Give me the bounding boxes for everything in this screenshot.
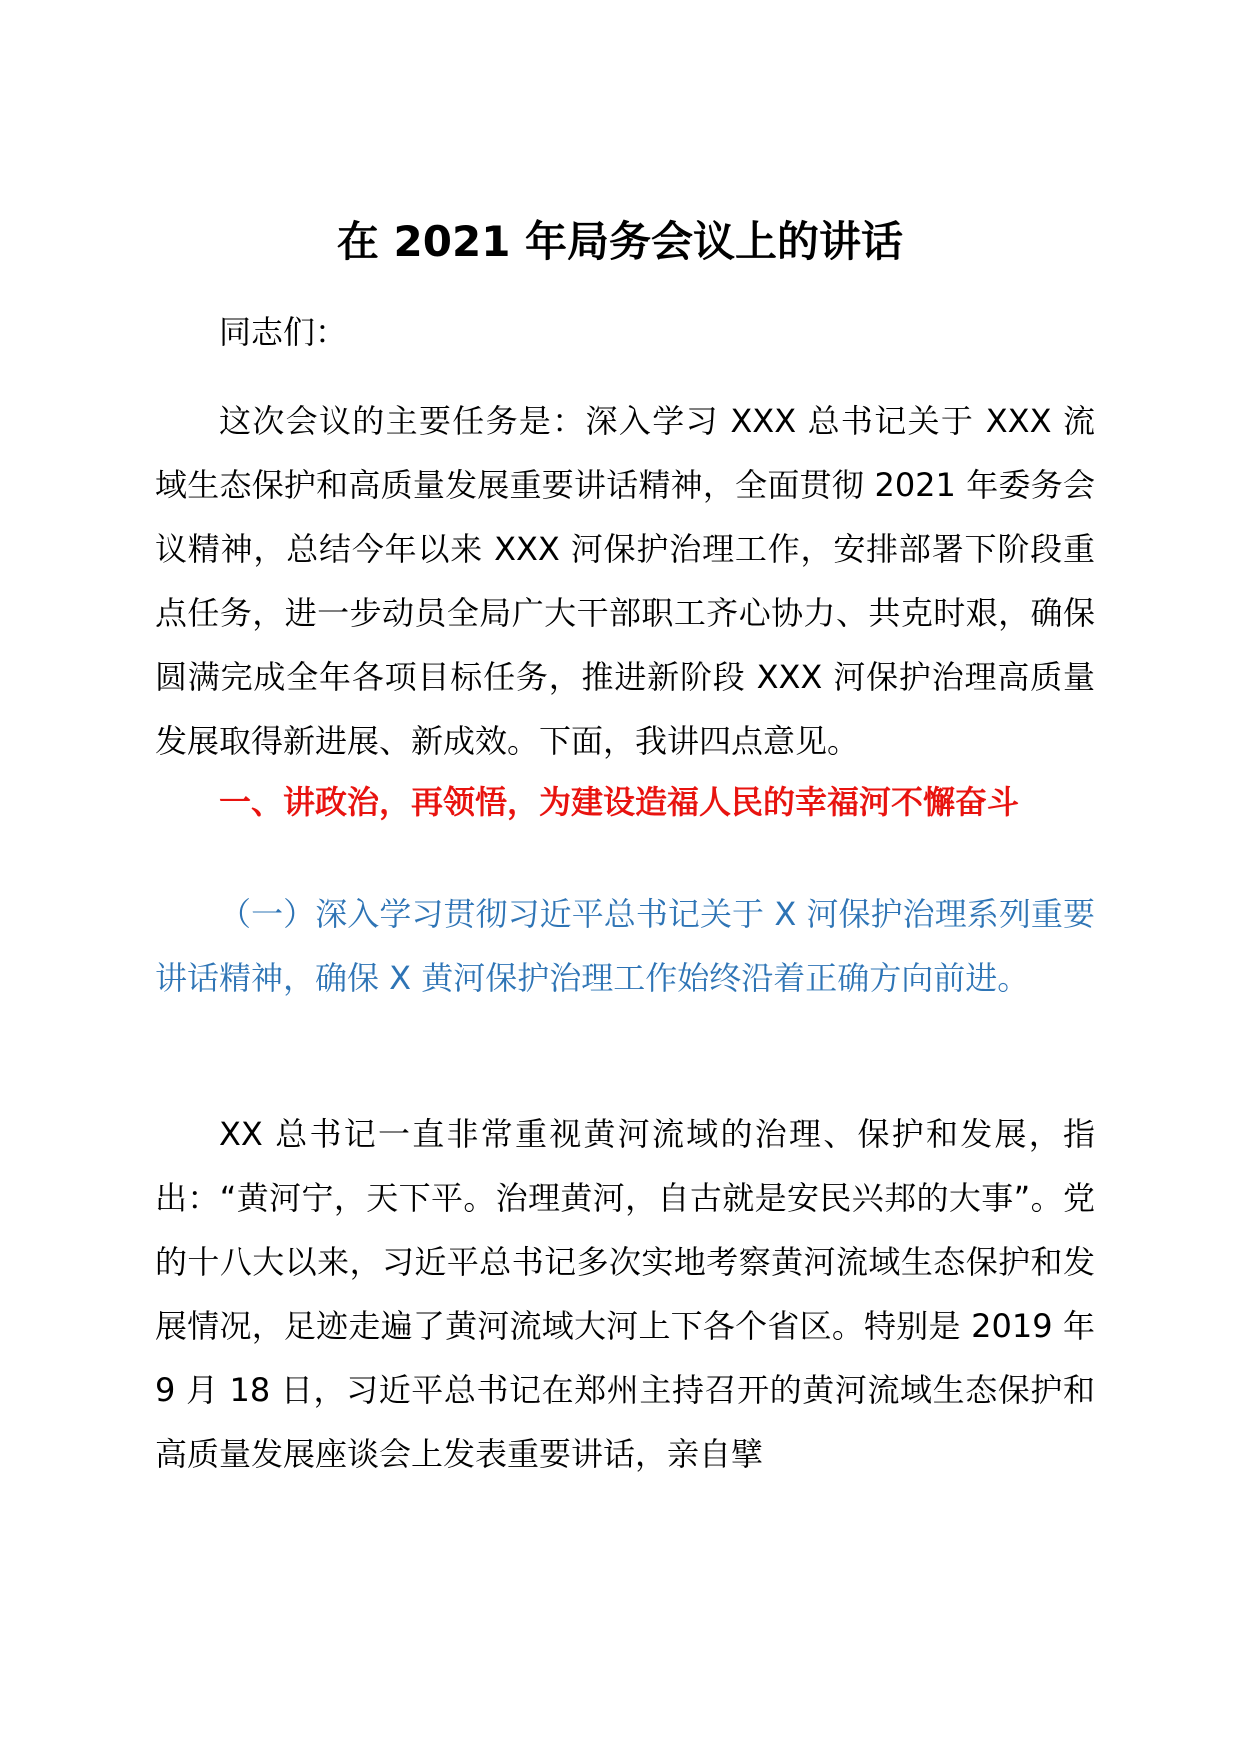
greeting-text: 同志们： — [219, 313, 348, 351]
body-paragraph-2: XX 总书记一直非常重视黄河流域的治理、保护和发展，指出：“黄河宁，天下平。治理黄河，自古就是安民兴邦的大事”。党的十八大以来，习近平总书记多次实地考察黄河流域生态保护和发展情况，足迹走遍了黄河流域大河上下各个省区。特别是 2019 年 9 月 18 日，习近平总书记在郑州主持召开的黄河流域生态保护和高质量发展座谈会上发表重要讲话，亲自擘 — [155, 1115, 1095, 1473]
section-heading-1: 一、讲政治，再领悟，为建设造福人民的幸福河不懈奋斗 — [219, 783, 1020, 821]
subsection-heading-1-1: （一）深入学习贯彻习近平总书记关于 X 河保护治理系列重要讲话精神，确保 X 黄河保护治理工作始终沿着正确方向前进。 — [155, 895, 1095, 997]
document-title: 在 2021 年局务会议上的讲话 — [336, 217, 904, 266]
opening-paragraph: 这次会议的主要任务是：深入学习 XXX 总书记关于 XXX 流域生态保护和高质量发展重要讲话精神，全面贯彻 2021 年委务会议精神，总结今年以来 XXX 河保护治理工作，安排部署下阶段重点任务，进一步动员全局广大干部职工齐心协力、共克时艰，确保圆满完成全年各项目标任务，推进新阶段 XXX 河保护治理高质量发展取得新进展、新成效。下面，我讲四点意见。 — [155, 402, 1095, 760]
